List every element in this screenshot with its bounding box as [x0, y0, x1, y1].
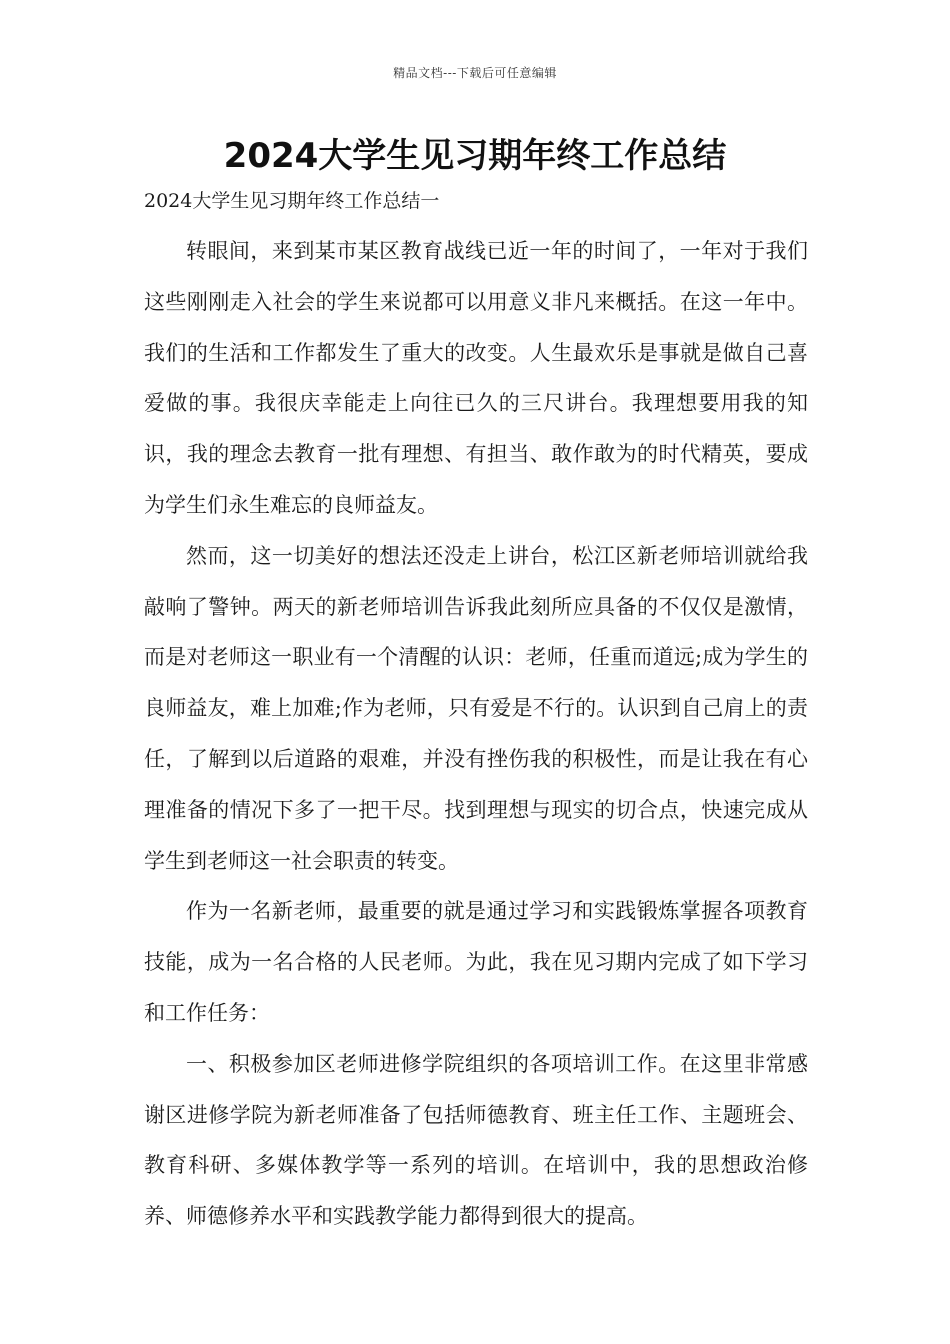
paragraph-3: 作为一名新老师，最重要的就是通过学习和实践锻炼掌握各项教育技能，成为一名合格的人民老师。为此，我在见习期内完成了如下学习和工作任务： [144, 899, 808, 1025]
paragraph-4: 一、积极参加区老师进修学院组织的各项培训工作。在这里非常感谢区进修学院为新老师准备了包括师德教育、班主任工作、主题班会、教育科研、多媒体教学等一系列的培训。在培训中，我的思想政治修养、师德修养水平和实践教学能力都得到很大的提高。 [144, 1051, 808, 1229]
header-note: 精品文档---下载后可任意编辑 [393, 66, 557, 80]
document-subtitle: 2024大学生见习期年终工作总结一 [144, 190, 440, 212]
document-title: 2024大学生见习期年终工作总结 [223, 136, 727, 176]
paragraph-1: 转眼间，来到某市某区教育战线已近一年的时间了，一年对于我们这些刚刚走入社会的学生来说都可以用意义非凡来概括。在这一年中。我们的生活和工作都发生了重大的改变。人生最欢乐是事就是做自己喜爱做的事。我很庆幸能走上向往已久的三尺讲台。我理想要用我的知识，我的理念去教育一批有理想、有担当、敢作敢为的时代精英，要成为学生们永生难忘的良师益友。 [144, 239, 808, 517]
paragraph-2: 然而，这一切美好的想法还没走上讲台，松江区新老师培训就给我敲响了警钟。两天的新老师培训告诉我此刻所应具备的不仅仅是激情，而是对老师这一职业有一个清醒的认识：老师，任重而道远;成为学生的良师益友，难上加难;作为老师，只有爱是不行的。认识到自己肩上的责任，了解到以后道路的艰难，并没有挫伤我的积极性，而是让我在有心理准备的情况下多了一把干尽。找到理想与现实的切合点，快速完成从学生到老师这一社会职责的转变。 [144, 543, 808, 873]
document-body [144, 226, 808, 1242]
